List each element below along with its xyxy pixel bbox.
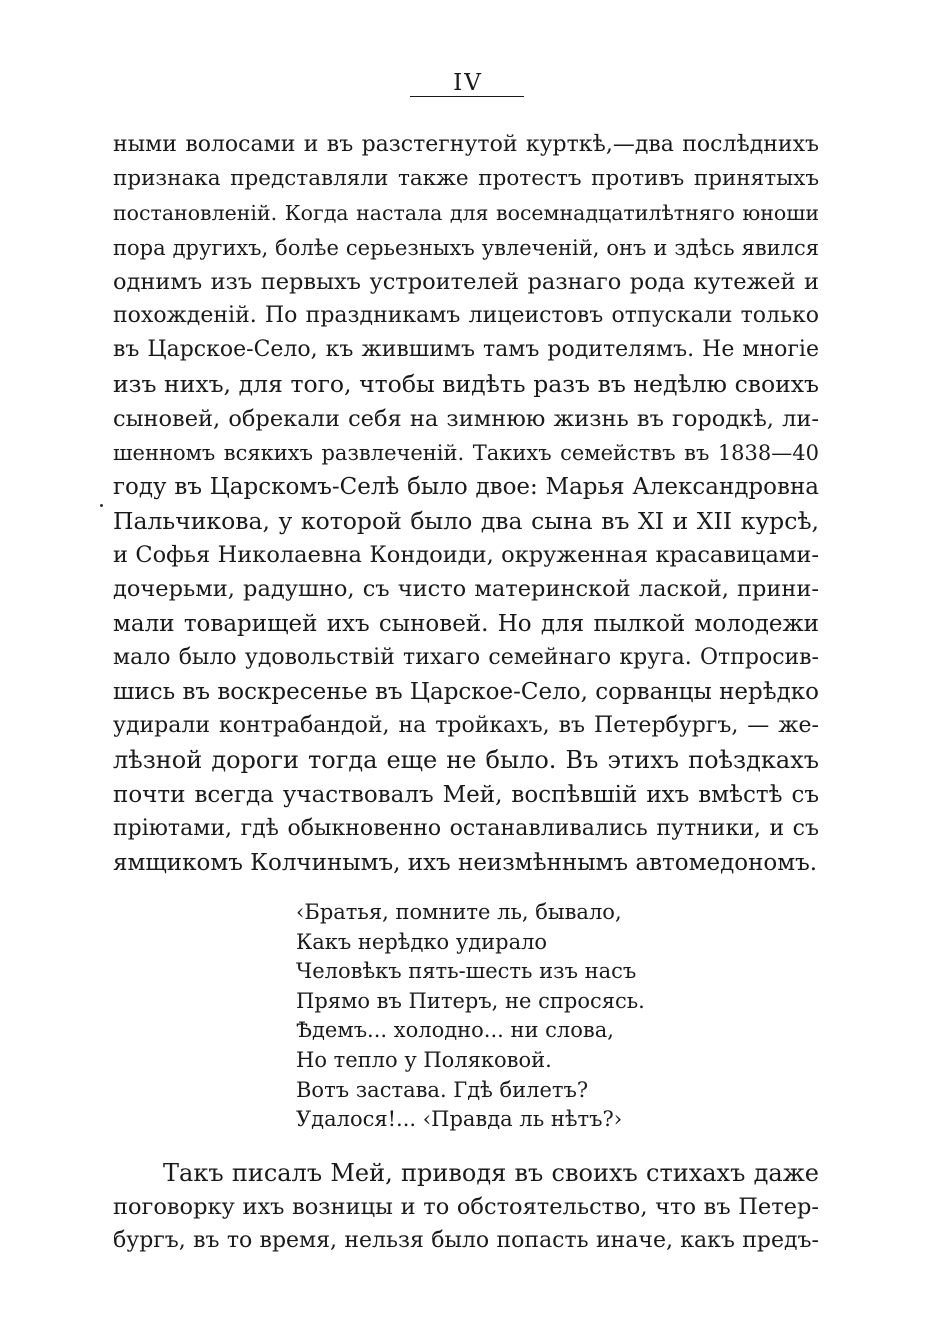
poem-line: Человѣкъ пять-шесть изъ насъ bbox=[296, 959, 637, 984]
text-line: пора другихъ, болѣе серьезныхъ увлеченій, онъ и здѣсь явился bbox=[113, 235, 819, 260]
poem-line: Удалося!... ‹Правда ль нѣтъ?› bbox=[296, 1107, 623, 1132]
text-line: Пальчикова, у которой было два сына въ XI и XII курсѣ, bbox=[113, 507, 819, 536]
text-line: похожденій. По праздникамъ лицеистовъ отпускали только bbox=[113, 302, 819, 328]
text-line: ными волосами и въ разстегнутой курткѣ,—два послѣднихъ bbox=[113, 132, 819, 157]
text-line: постановленій. Когда настала для восемнадцатилѣтняго юноши bbox=[113, 201, 819, 226]
poem-line: Вотъ застава. Гдѣ билетъ? bbox=[296, 1077, 589, 1102]
text-line: мали товарищей ихъ сыновей. Но для пылкой молодежи bbox=[113, 610, 819, 637]
poem-quotation bbox=[296, 898, 696, 1135]
poem-line: Но тепло у Поляковой. bbox=[296, 1047, 552, 1072]
text-line: въ Царское-Село, къ жившимъ тамъ родителямъ. Не многіе bbox=[113, 337, 819, 363]
text-line: удирали контрабандой, на тройкахъ, въ Петербургъ, — же- bbox=[113, 713, 819, 739]
page-number: IV bbox=[453, 70, 483, 96]
poem-line: Ѣдемъ... холодно... ни слова, bbox=[296, 1018, 614, 1043]
header-rule bbox=[410, 96, 524, 97]
text-line: изъ нихъ, для того, чтобы видѣть разъ въ недѣлю своихъ bbox=[113, 370, 819, 399]
text-line: Такъ писалъ Мей, приводя въ своихъ стихахъ даже bbox=[163, 1159, 819, 1187]
text-line: ямщикомъ Колчинымъ, ихъ неизмѣннымъ автомедономъ. bbox=[113, 849, 818, 876]
text-line: мало было удовольствій тихаго семейнаго круга. Отпросив- bbox=[113, 644, 819, 670]
poem-line: Какъ нерѣдко удирало bbox=[296, 929, 548, 954]
text-line: почти всегда участвовалъ Мей, воспѣвшій ихъ вмѣстѣ съ bbox=[113, 781, 819, 808]
text-line: сыновей, обрекали себя на зимнюю жизнь въ городкѣ, ли- bbox=[113, 405, 819, 432]
text-line: лѣзной дороги тогда еще не было. Въ этихъ поѣздкахъ bbox=[113, 746, 819, 775]
closing-paragraph bbox=[113, 1156, 819, 1259]
text-line: пріютами, гдѣ обыкновенно останавливались путники, и съ bbox=[113, 815, 819, 841]
text-line: поговорку ихъ возницы и то обстоятельство, что въ Петер- bbox=[113, 1194, 819, 1221]
text-line: бургъ, въ то время, нельзя было попасть иначе, какъ предъ- bbox=[113, 1228, 819, 1254]
text-line: признака представляли также протестъ противъ принятыхъ bbox=[113, 166, 819, 192]
poem-line: Прямо въ Питеръ, не спросясь. bbox=[296, 988, 645, 1013]
text-line: и Софья Николаевна Кондоиди, окруженная красавицами- bbox=[113, 542, 819, 569]
text-line: однимъ изъ первыхъ устроителей разнаго рода кутежей и bbox=[113, 268, 819, 295]
text-line: шись въ воскресенье въ Царское-Село, сорванцы нерѣдко bbox=[113, 679, 819, 705]
text-line: году въ Царскомъ-Селѣ было двое: Марья Александровна bbox=[113, 473, 819, 500]
ink-speck bbox=[100, 504, 103, 507]
main-paragraph bbox=[113, 128, 819, 880]
poem-line: ‹Братья, помните ль, бывало, bbox=[296, 900, 622, 924]
text-line: шенномъ всякихъ развлеченій. Такихъ семействъ въ 1838—40 bbox=[113, 440, 819, 465]
text-line: дочерьми, радушно, съ чисто материнской лаской, прини- bbox=[113, 576, 819, 603]
